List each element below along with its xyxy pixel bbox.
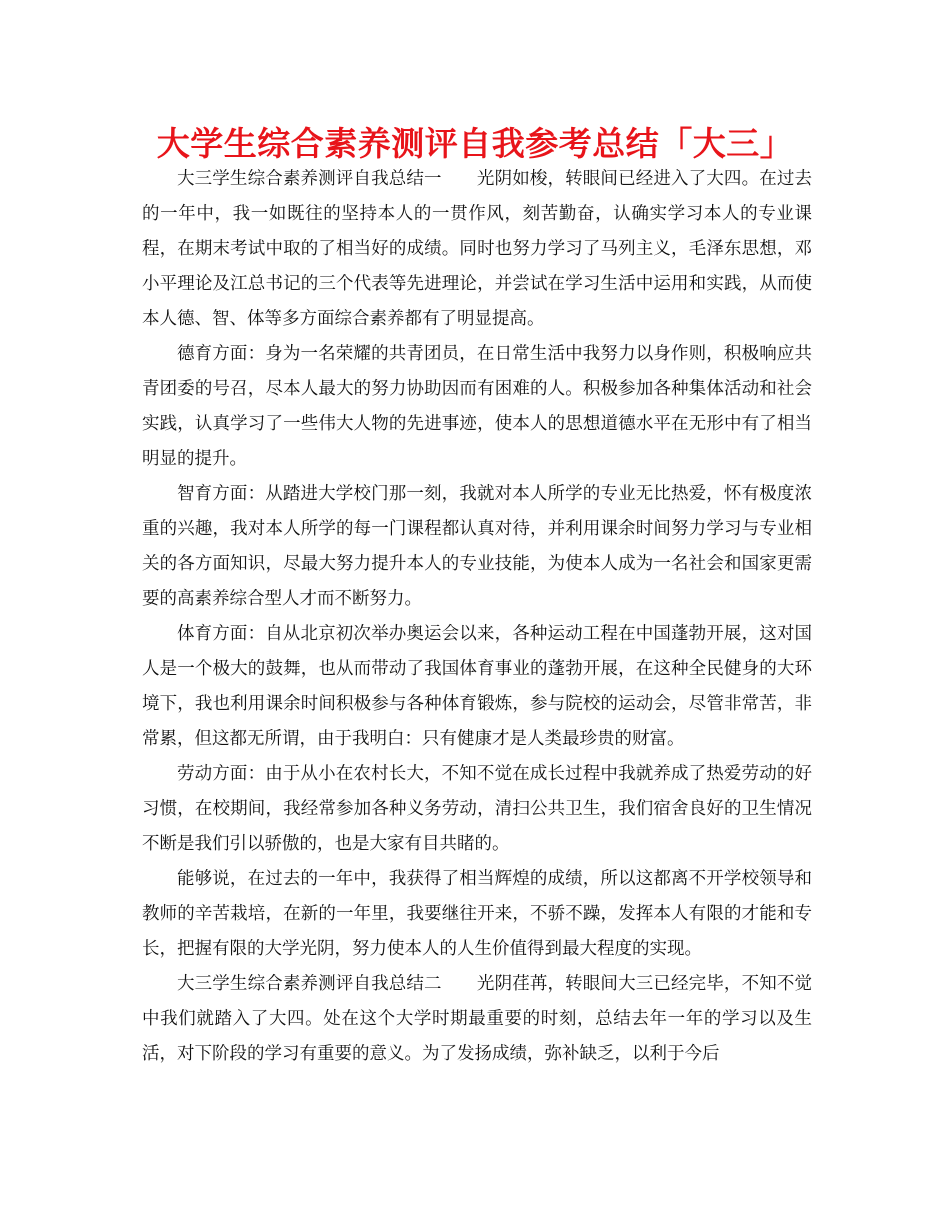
document-body: [142, 162, 812, 1072]
paragraph-intro: 大三学生综合素养测评自我总结一 光阴如梭，转眼间已经进入了大四。在过去的一年中，我一如既往的坚持本人的一贯作风，刻苦勤奋，认确实学习本人的专业课程，在期末考试中取的了相当好的成绩。同时也努力学习了马列主义，毛泽东思想，邓小平理论及江总书记的三个代表等先进理论，并尝试在学习生活中运用和实践，从而使本人德、智、体等多方面综合素养都有了明显提高。: [142, 169, 812, 329]
document-title: 大学生综合素养测评自我参考总结「大三」: [156, 124, 794, 163]
paragraph-moral: 德育方面：身为一名荣耀的共青团员，在日常生活中我努力以身作则，积极响应共青团委的号召，尽本人最大的努力协助因而有困难的人。积极参加各种集体活动和社会实践，认真学习了一些伟大人物的先进事迹，使本人的思想道德水平在无形中有了相当明显的提升。: [142, 344, 812, 469]
paragraph-sports: 体育方面：自从北京初次举办奥运会以来，各种运动工程在中国蓬勃开展，这对国人是一个极大的鼓舞，也从而带动了我国体育事业的蓬勃开展，在这种全民健身的大环境下，我也利用课余时间积极参与各种体育锻炼，参与院校的运动会，尽管非常苦，非常累，但这都无所谓，由于我明白：只有健康才是人类最珍贵的财富。: [142, 624, 812, 749]
paragraph-labor: 劳动方面：由于从小在农村长大，不知不觉在成长过程中我就养成了热爱劳动的好习惯，在校期间，我经常参加各种义务劳动，清扫公共卫生，我们宿舍良好的卫生情况不断是我们引以骄傲的，也是大家有目共睹的。: [142, 764, 812, 854]
paragraph-second-summary: 大三学生综合素养测评自我总结二 光阴荏苒，转眼间大三已经完毕，不知不觉中我们就踏入了大四。处在这个大学时期最重要的时刻，总结去年一年的学习以及生活，对下阶段的学习有重要的意义。为了发扬成绩，弥补缺乏，以利于今后: [142, 974, 812, 1064]
paragraph-intellect: 智育方面：从踏进大学校门那一刻，我就对本人所学的专业无比热爱，怀有极度浓重的兴趣，我对本人所学的每一门课程都认真对待，并利用课余时间努力学习与专业相关的各方面知识，尽最大努力提升本人的专业技能，为使本人成为一名社会和国家更需要的高素养综合型人才而不断努力。: [142, 484, 812, 609]
paragraph-conclusion: 能够说，在过去的一年中，我获得了相当辉煌的成绩，所以这都离不开学校领导和教师的辛苦栽培，在新的一年里，我要继往开来，不骄不躁，发挥本人有限的才能和专长，把握有限的大学光阴，努力使本人的人生价值得到最大程度的实现。: [142, 869, 812, 959]
